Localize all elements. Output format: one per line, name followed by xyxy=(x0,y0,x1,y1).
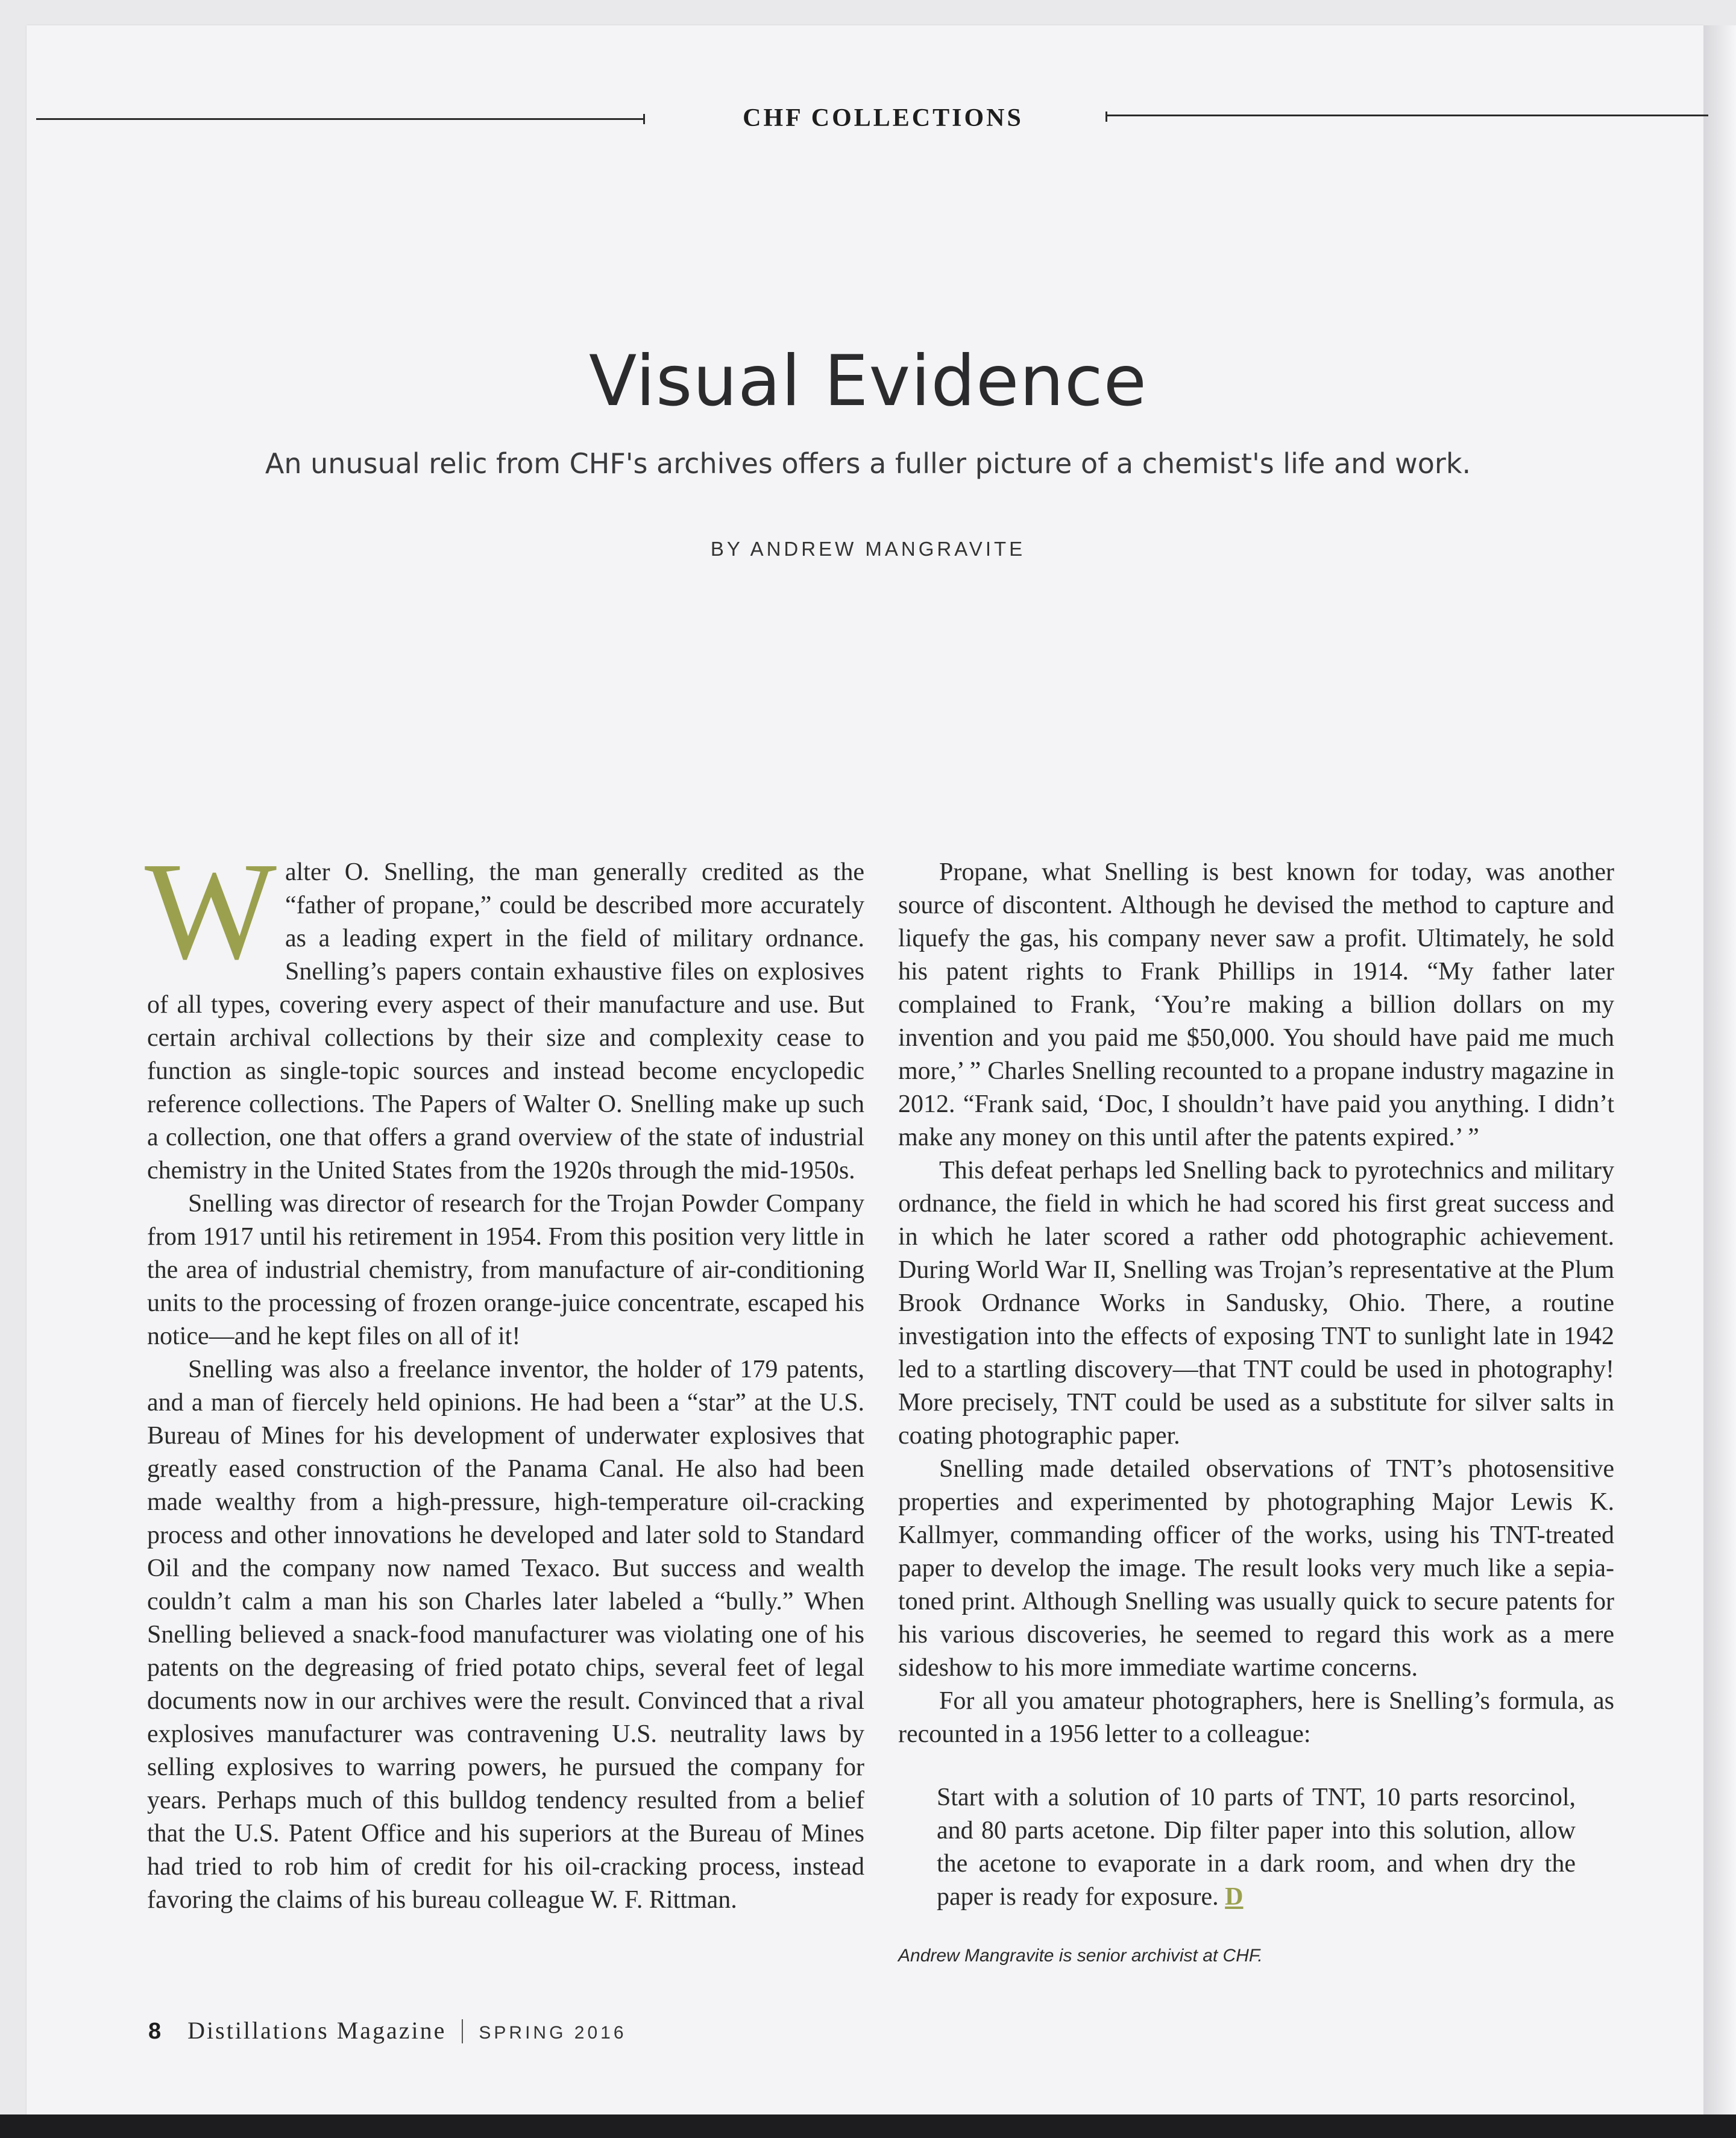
paragraph: Snelling was director of research for the Trojan Powder Company from 1917 until his retirement in 1954. From this position very little in the area of industrial chemistry, from manufacture of air-conditioning units to the processing of frozen orange-juice concentrate, escaped his notice—and he kept files on all of it! xyxy=(147,1190,864,1350)
drop-cap: W xyxy=(145,834,277,989)
footer-divider xyxy=(462,2019,463,2043)
end-mark: D xyxy=(1225,1883,1244,1911)
formula-quote: Start with a solution of 10 parts of TNT, 10 parts resorcinol, and 80 parts acetone. Dip filter paper into this solution, allow the acetone to evaporate in a dark room, and when dry the paper is ready for exposure. D xyxy=(937,1784,1576,1911)
scan-bottom-border xyxy=(0,2114,1736,2138)
right-column xyxy=(898,856,1614,1972)
paragraph: This defeat perhaps led Snelling back to pyrotechnics and military ordnance, the field in which he had scored his first great success and in which he later scored a rather odd photographic achievement. During World War II, Snelling was Trojan’s representative at the Plum Brook Ordnance Works in Sandusky, Ohio. There, a routine investigation into the effects of exposing TNT to sunlight late in 1942 led to a startling discovery—that TNT could be used in photography! More precisely, TNT could be used as a substitute for silver salts in coating photographic paper. xyxy=(898,1157,1614,1450)
header-rule-right xyxy=(1105,115,1708,116)
article-title: Visual Evidence xyxy=(588,341,1147,422)
section-label: CHF COLLECTIONS xyxy=(743,104,1024,132)
paragraph: Snelling was also a freelance inventor, the holder of 179 patents, and a man of fiercely held opinions. He had been a “star” at the U.S. Bureau of Mines for his development of underwater explosives that greatly eased construction of the Panama Canal. He also had been made wealthy from a high-pressure, high-temperature oil-cracking process and other innovations he developed and later sold to Standard Oil and the company now named Texaco. But success and wealth couldn’t calm a man his son Charles later labeled a “bully.” When Snelling believed a snack-food manufacturer was violating one of his patents on the degreasing of fried potato chips, several feet of legal documents now in our archives were the result. Convinced that a rival explosives manufacturer was contravening U.S. neutrality laws by selling explosives to warring powers, he pursued the company for years. Perhaps much of this bulldog tendency resulted from a belief that the U.S. Patent Office and his superiors at the Bureau of Mines had tried to rob him of credit for his oil-cracking process, instead favoring the claims of his bureau colleague W. F. Rittman. xyxy=(147,1356,864,1914)
magazine-name: Distillations Magazine xyxy=(187,2017,447,2044)
issue-date: SPRING 2016 xyxy=(479,2023,627,2043)
page-number: 8 xyxy=(148,2019,162,2044)
paragraph: For all you amateur photographers, here is Snelling’s formula, as recounted in a 1956 letter to a colleague: xyxy=(898,1687,1614,1748)
author-note: Andrew Mangravite is senior archivist at CHF. xyxy=(898,1946,1263,1966)
article-subtitle: An unusual relic from CHF's archives offers a fuller picture of a chemist's life and work. xyxy=(265,447,1471,480)
header-rule-left xyxy=(36,118,645,120)
left-column xyxy=(145,834,864,1917)
paragraph: Propane, what Snelling is best known for today, was another source of discontent. Although he devised the method to capture and liquefy the gas, his company never saw a profit. Ultimately, he sold his patent rights to Frank Phillips in 1914. “My father later complained to Frank, ‘You’re making a billion dollars on my invention and you paid me $50,000. You should have paid me much more,’ ” Charles Snelling recounted to a propane industry magazine in 2012. “Frank said, ‘Doc, I shouldn’t have paid you anything. I didn’t make any money on this until after the patents expired.’ ” xyxy=(898,858,1614,1151)
page-footer xyxy=(148,2016,627,2046)
paragraph: Walter O. Snelling, the man generally credited as the “father of propane,” could be described more accurately as a leading expert in the field of military ordnance. Snelling’s papers contain exhaustive files on explosives of all types, covering every aspect of their manufacture and use. But certain archival collections by their size and complexity cease to function as single-topic sources and instead become encyclopedic reference collections. The Papers of Walter O. Snelling make up such a collection, one that offers a grand overview of the state of industrial chemistry in the United States from the 1920s through the mid-1950s. xyxy=(145,834,864,1184)
paragraph: Snelling made detailed observations of TNT’s photosensitive properties and experimented by photographing Major Lewis K. Kallmyer, commanding officer of the works, using his TNT-treated paper to develop the image. The result looks very much like a sepia-toned print. Although Snelling was usually quick to secure patents for his various discoveries, he seemed to regard this work as a mere sideshow to his more immediate wartime concerns. xyxy=(898,1455,1614,1682)
article-byline: BY ANDREW MANGRAVITE xyxy=(710,538,1026,560)
facing-page-edge xyxy=(1703,25,1736,2114)
